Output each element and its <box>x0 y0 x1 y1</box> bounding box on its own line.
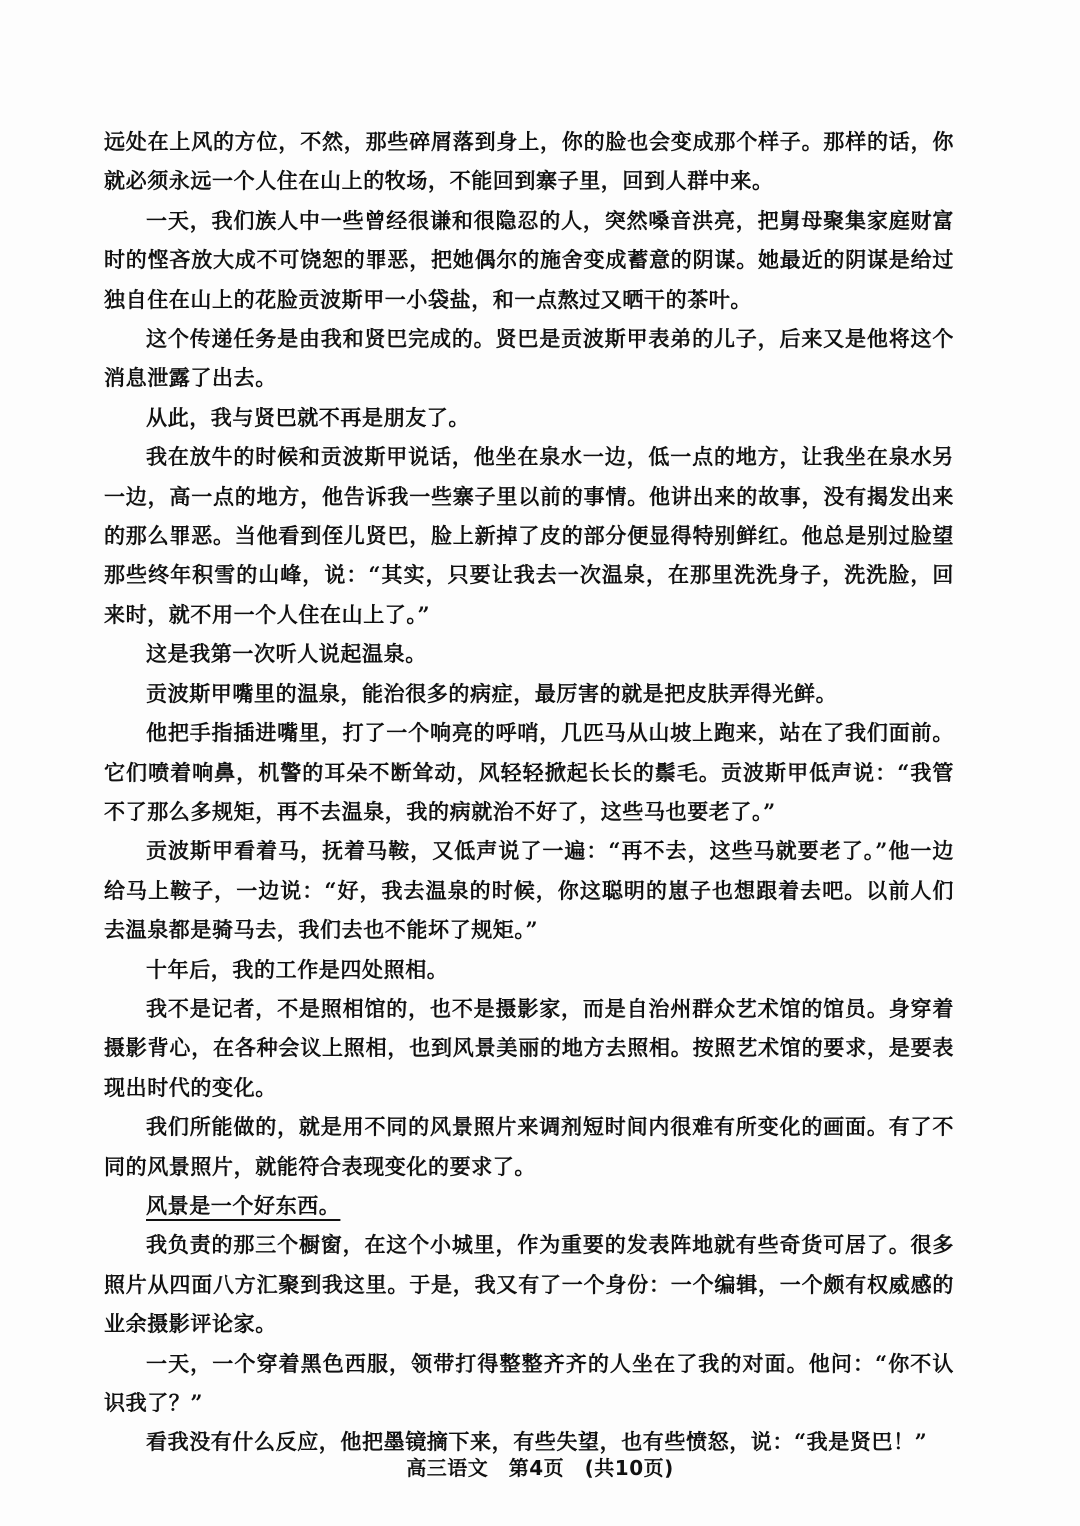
underlined-sentence: 风景是一个好东西。 <box>146 1192 341 1218</box>
paragraph: 十年后，我的工作是四处照相。 <box>146 956 449 982</box>
paragraph: 贡波斯甲看着马，抚着马鞍，又低声说了一遍：“再不去，这些马就要老了。”他一边给马上鞍子，一边说：“好，我去温泉的时候，你这聪明的崽子也想跟着去吧。以前人们去温泉都是骑马去，我们去也不能坏了规矩。” <box>104 838 954 943</box>
page-footer: 高三语文 第4页 (共10页) <box>406 1456 674 1480</box>
paragraph: 我们所能做的，就是用不同的风景照片来调剂短时间内很难有所变化的画面。有了不同的风景照片，就能符合表现变化的要求了。 <box>104 1114 954 1179</box>
paragraph: 我负责的那三个橱窗，在这个小城里，作为重要的发表阵地就有些奇货可居了。很多照片从四面八方汇聚到我这里。于是，我又有了一个身份：一个编辑，一个颇有权威感的业余摄影评论家。 <box>104 1232 954 1337</box>
paragraph: 贡波斯甲嘴里的温泉，能治很多的病症，最厉害的就是把皮肤弄得光鲜。 <box>146 680 838 706</box>
paragraph: 我不是记者，不是照相馆的，也不是摄影家，而是自治州群众艺术馆的馆员。身穿着摄影背心，在各种会议上照相，也到风景美丽的地方去照相。按照艺术馆的要求，是要表现出时代的变化。 <box>104 995 954 1100</box>
paragraph: 看我没有什么反应，他把墨镜摘下来，有些失望，也有些愤怒，说：“我是贤巴！” <box>146 1429 928 1455</box>
passage-body <box>104 122 954 1462</box>
paragraph-continuation: 远处在上风的方位，不然，那些碎屑落到身上，你的脸也会变成那个样子。那样的话，你就必须永远一个人住在山上的牧场，不能回到寨子里，回到人群中来。 <box>104 129 954 194</box>
paragraph: 这个传递任务是由我和贤巴完成的。贤巴是贡波斯甲表弟的儿子，后来又是他将这个消息泄露了出去。 <box>104 326 954 391</box>
paragraph: 一天，我们族人中一些曾经很谦和很隐忍的人，突然嗓音洪亮，把舅母聚集家庭财富时的悭吝放大成不可饶恕的罪恶，把她偶尔的施舍变成蓄意的阴谋。她最近的阴谋是给过独自住在山上的花脸贡波斯甲一小袋盐，和一点熬过又晒干的茶叶。 <box>104 207 954 312</box>
paragraph-underlined <box>104 1186 954 1225</box>
paragraph: 我在放牛的时候和贡波斯甲说话，他坐在泉水一边，低一点的地方，让我坐在泉水另一边，高一点的地方，他告诉我一些寨子里以前的事情。他讲出来的故事，没有揭发出来的那么罪恶。当他看到侄儿贤巴，脸上新掉了皮的部分便显得特别鲜红。他总是别过脸望那些终年积雪的山峰，说：“其实，只要让我去一次温泉，在那里洗洗身子，洗洗脸，回来时，就不用一个人住在山上了。” <box>104 444 954 627</box>
paragraph: 这是我第一次听人说起温泉。 <box>146 641 427 667</box>
paragraph: 从此，我与贤巴就不再是朋友了。 <box>146 404 470 430</box>
paragraph: 他把手指插进嘴里，打了一个响亮的呼哨，几匹马从山坡上跑来，站在了我们面前。它们喷着响鼻，机警的耳朵不断耸动，风轻轻掀起长长的鬃毛。贡波斯甲低声说：“我管不了那么多规矩，再不去温泉，我的病就治不好了，这些马也要老了。” <box>104 720 954 824</box>
paragraph: 一天，一个穿着黑色西服，领带打得整整齐齐的人坐在了我的对面。他问：“你不认识我了？” <box>104 1350 954 1415</box>
